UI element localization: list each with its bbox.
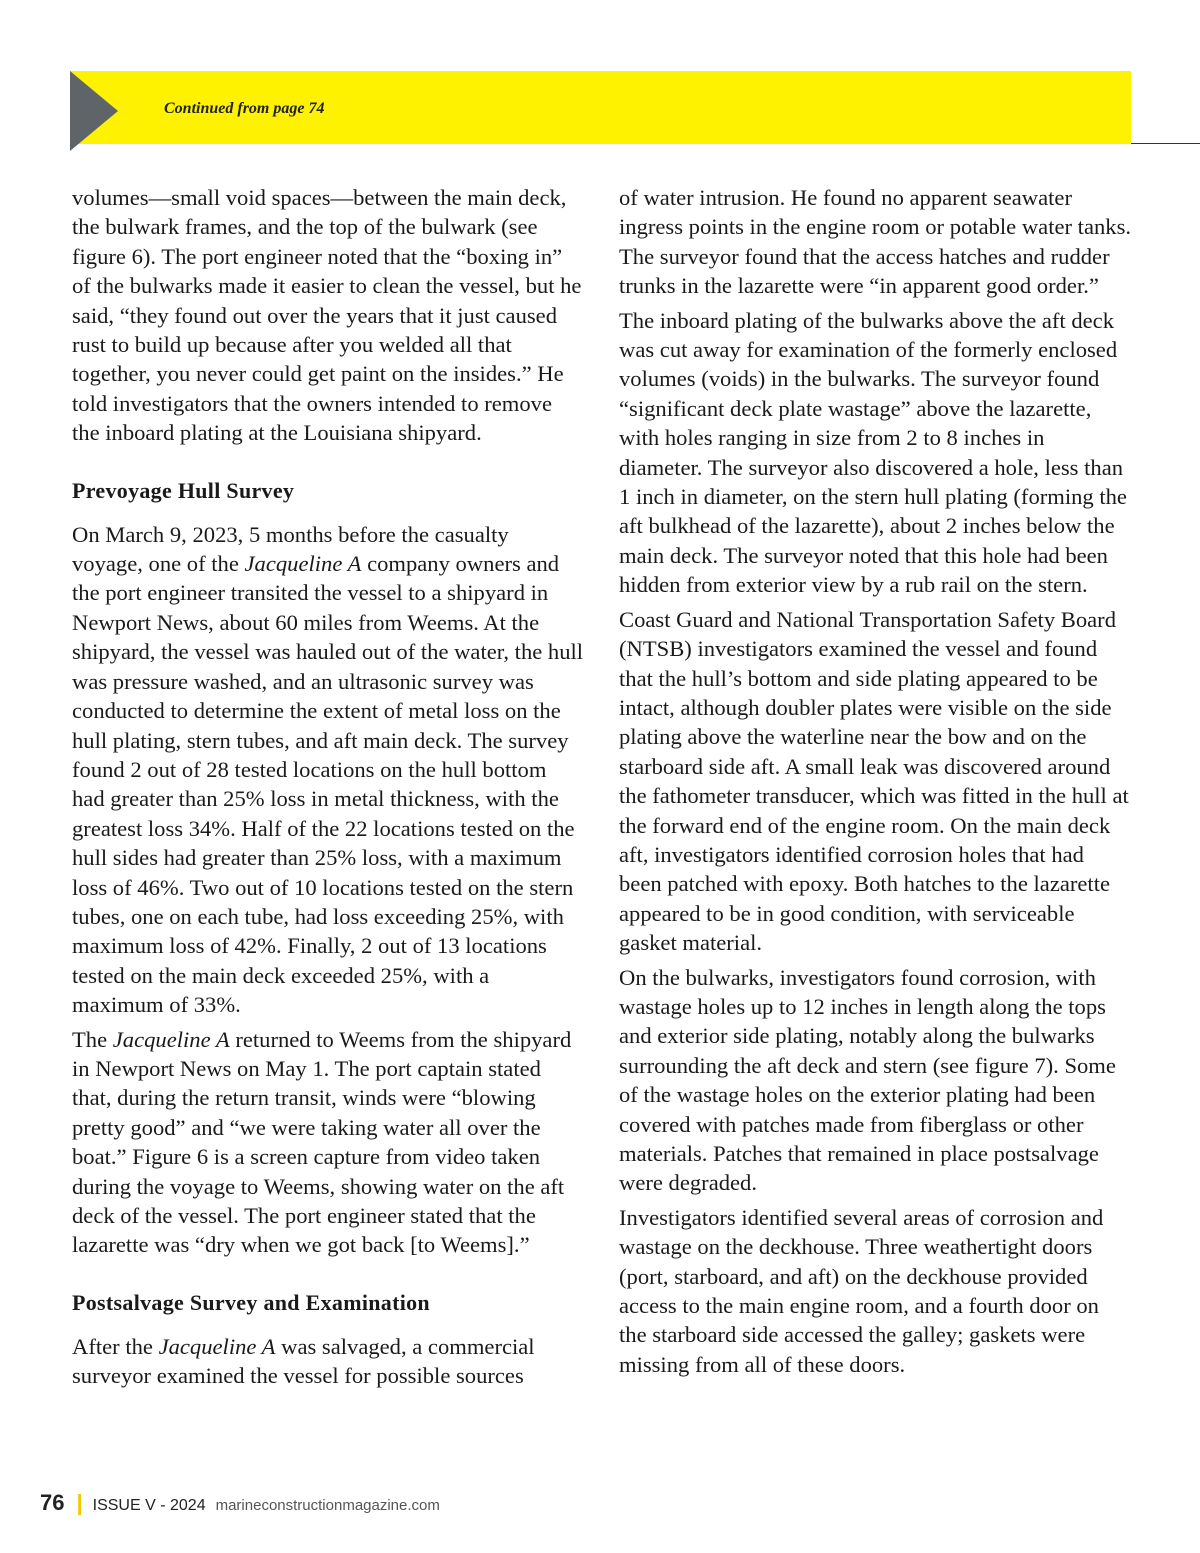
page-number: 76 (40, 1490, 65, 1515)
footer-separator: | (76, 1490, 83, 1515)
continued-note: Continued from page 74 (164, 100, 325, 117)
paragraph: Coast Guard and National Transportation Safety Board (NTSB) investigators examined the vessel and found that the hull’s bottom and side plating appeared to be intact, although doubler plates were visible on the side plating above the waterline near the bow and on the starboard side aft. A small leak was discovered around the fathometer transducer, which was fitted in the hull at the forward end of the engine room. On the main deck aft, investigators identified corrosion holes that had been patched with epoxy. Both hatches to the lazarette appeared to be in good condition, with serviceable gasket material. (619, 606, 1129, 956)
paragraph: volumes—small void spaces—between the main deck, the bulwark frames, and the top of the bulwark (see figure 6). The port engineer noted that the “boxing in” of the bulwarks made it easier to clean the vessel, but he said, “they found out over the years that it just caused rust to build up because after you welded all that together, you never could get paint on the insides.” He told investigators that the owners intended to remove the inboard plating at the Louisiana shipyard. (72, 185, 582, 446)
paragraph: After the Jacqueline A was salvaged, a commercial surveyor examined the vessel for possible sources (72, 1333, 535, 1389)
paragraph: of water intrusion. He found no apparent seawater ingress points in the engine room or potable water tanks. The surveyor found that the access hatches and rudder trunks in the lazarette were “in apparent good order.” (619, 185, 1132, 299)
section-heading: Prevoyage Hull Survey (72, 477, 295, 503)
vessel-name: Jacqueline A (244, 551, 362, 577)
paragraph: On March 9, 2023, 5 months before the casualty voyage, one of the Jacqueline A company owners and the port engineer transited the vessel to a shipyard in Newport News, about 60 miles from Weems. At the shipyard, the vessel was hauled out of the water, the hull was pressure washed, and an ultrasonic survey was conducted to determine the extent of metal loss on the hull plating, stern tubes, and aft main deck. The survey found 2 out of 28 tested locations on the hull bottom had greater than 25% loss in metal thickness, with the greatest loss 34%. Half of the 22 locations tested on the hull sides had greater than 25% loss, with a maximum loss of 46%. Two out of 10 locations tested on the stern tubes, one on each tube, had loss exceeding 25%, with maximum loss of 42%. Finally, 2 out of 13 locations tested on the main deck exceeded 25%, with a maximum of 33%. (72, 521, 584, 1018)
vessel-name: Jacqueline A (112, 1026, 230, 1052)
paragraph: On the bulwarks, investigators found corrosion, with wastage holes up to 12 inches in length along the tops and exterior side plating, notably along the bulwarks surrounding the aft deck and stern (see figure 7). Some of the wastage holes on the exterior plating had been covered with patches made from fiberglass or other materials. Patches that remained in place postsalvage were degraded. (619, 964, 1116, 1196)
site-link[interactable]: marineconstructionmagazine.com (215, 1497, 440, 1514)
page-footer (40, 1490, 440, 1520)
left-column (72, 183, 584, 1396)
vessel-name: Jacqueline A (158, 1333, 276, 1359)
right-column (619, 183, 1131, 1384)
section-heading: Postsalvage Survey and Examination (72, 1289, 430, 1315)
issue-label: ISSUE V - 2024 (92, 1497, 206, 1514)
banner-arrow-icon (70, 71, 118, 151)
paragraph: The Jacqueline A returned to Weems from the shipyard in Newport News on May 1. The port captain stated that, during the return transit, winds were “blowing pretty good” and “we were taking water all over the boat.” Figure 6 is a screen capture from video taken during the voyage to Weems, showing water on the aft deck of the vessel. The port engineer stated that the lazarette was “dry when we got back [to Weems].” (72, 1026, 572, 1258)
header-rule (1131, 143, 1200, 144)
paragraph: The inboard plating of the bulwarks above the aft deck was cut away for examination of the formerly enclosed volumes (voids) in the bulwarks. The surveyor found “significant deck plate wastage” above the lazarette, with holes ranging in size from 2 to 8 inches in diameter. The surveyor also discovered a hole, less than 1 inch in diameter, on the stern hull plating (forming the aft bulkhead of the lazarette), about 2 inches below the main deck. The surveyor noted that this hole had been hidden from exterior view by a rub rail on the stern. (619, 307, 1127, 598)
paragraph: Investigators identified several areas of corrosion and wastage on the deckhouse. Three weathertight doors (port, starboard, and aft) on the deckhouse provided access to the main engine room, and a fourth door on the starboard side accessed the galley; gaskets were missing from all of these doors. (619, 1204, 1104, 1377)
